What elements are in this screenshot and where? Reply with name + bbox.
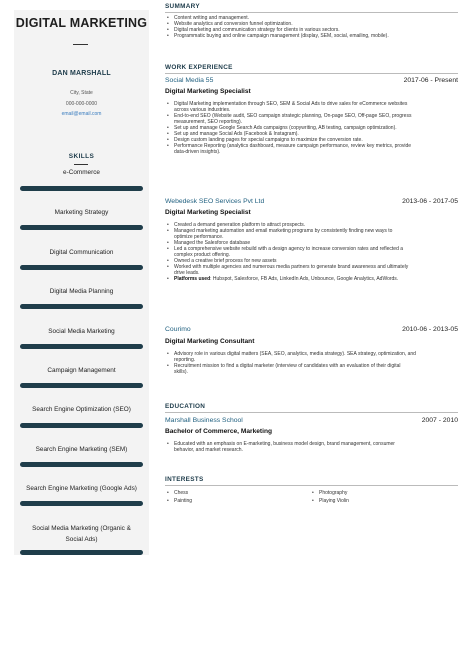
skill-item	[18, 445, 145, 454]
list-item: • Programmatic buying and online campaign management (display, SEM, social, emailing, mobile).	[165, 33, 458, 39]
skill-item	[18, 405, 145, 414]
list-item: • Worked with multiple agencies and numerous media partners to generate brand awareness and ultimately	[165, 264, 458, 270]
skill-label: Social Media Marketing	[48, 328, 115, 335]
summary-list	[165, 15, 458, 39]
summary-heading: SUMMARY	[165, 3, 200, 10]
job-role: Digital Marketing Consultant	[165, 338, 255, 345]
skill-label: Social Media Marketing (Organic &	[32, 525, 131, 532]
list-item: • Performance Reporting (analytics dashboard, measure campaign performance, review key metrics, provide	[165, 143, 458, 149]
list-item: • Advisory role in various digital matters (SEA, SEO, analytics, media strategy). SEA strategy, optimization, and	[165, 351, 458, 357]
sidebar	[14, 10, 149, 555]
list-item: • Set up and manage Google Search Ads campaigns (copywriting, AB testing, campaign optimization).	[165, 125, 458, 131]
list-item	[165, 276, 458, 282]
resume-title: DIGITAL MARKETING	[15, 16, 148, 30]
interests-heading: INTERESTS	[165, 476, 204, 483]
list-item-continuation: optimize performance.	[174, 234, 224, 240]
school-name: Marshall Business School	[165, 417, 243, 424]
skill-item	[18, 287, 145, 296]
platforms-value: : Hubspot, Salesforce, FB Ads, LinkedIn Ads, Unbounce, Google Analytics, AdWords.	[210, 276, 399, 282]
skill-label: Marketing Strategy	[54, 209, 109, 216]
list-item-continuation: reporting.	[174, 357, 196, 363]
skill-level-bar	[20, 265, 143, 270]
list-item-continuation: measurement, SEO reporting).	[174, 119, 243, 125]
skill-level-bar	[20, 383, 143, 388]
job-company: Social Media 55	[165, 77, 214, 84]
section-divider	[165, 485, 458, 486]
list-item: • Managed the Salesforce database	[165, 240, 458, 246]
education-bullets	[165, 441, 458, 453]
education-heading: EDUCATION	[165, 403, 206, 410]
email-link[interactable]: email@email.com	[61, 111, 102, 117]
skill-item	[18, 327, 145, 336]
section-divider	[165, 73, 458, 74]
list-item: • Owned a creative brief process for new assets	[165, 258, 458, 264]
job-company: Webedesk SEO Services Pvt Ltd	[165, 198, 265, 205]
skills-heading: SKILLS	[68, 153, 95, 160]
skill-label: Digital Media Planning	[49, 288, 114, 295]
job-role: Digital Marketing Specialist	[165, 88, 251, 95]
skill-level-bar	[20, 225, 143, 230]
list-item: • Led a comprehensive website rebuild with a design agency to increase conversion rates and reflected a	[165, 246, 458, 252]
job-dates: 2010-06 - 2013-05	[402, 326, 458, 333]
skill-level-bar	[20, 501, 143, 506]
interests-col-1	[165, 489, 305, 505]
list-item: • Design custom landing pages for special campaigns to maximize the conversion rate.	[165, 137, 458, 143]
phone-text: 000-000-0000	[65, 101, 98, 107]
skill-item	[18, 524, 145, 544]
job-company: Courimo	[165, 326, 191, 333]
interests-col-2	[310, 489, 450, 505]
skill-label: Digital Communication	[49, 249, 114, 256]
list-item: • Recruitment mission to find a digital marketer (interview of candidates with an evaluation of their digital	[165, 363, 458, 369]
interest-item: • Photography	[310, 489, 450, 497]
skill-level-bar	[20, 344, 143, 349]
skill-label: e-Commerce	[63, 169, 100, 176]
list-item: • Digital marketing and communication strategy for clients in various sectors.	[165, 27, 458, 33]
skills-divider	[74, 164, 88, 165]
job-bullets	[165, 222, 458, 282]
skill-level-bar	[20, 462, 143, 467]
job-dates: 2017-06 - Present	[403, 77, 458, 84]
list-item-continuation: across various industries.	[174, 107, 231, 113]
list-item: • Content writing and management.	[165, 15, 458, 21]
degree-title: Bachelor of Commerce, Marketing	[165, 428, 272, 435]
list-item-continuation: data-driven insights).	[174, 149, 221, 155]
list-item: • Created a demand generation platform to attract prospects.	[165, 222, 458, 228]
skill-item	[18, 208, 145, 217]
skill-label: Campaign Management	[47, 367, 116, 374]
job-bullets	[165, 101, 458, 155]
list-item: • Set up and manage Social Ads (Facebook & Instagram).	[165, 131, 458, 137]
skill-label: Social Ads)	[65, 536, 98, 543]
skill-level-bar	[20, 186, 143, 191]
job-dates: 2013-06 - 2017-05	[402, 198, 458, 205]
skill-item	[18, 168, 145, 177]
experience-heading: WORK EXPERIENCE	[165, 64, 233, 71]
skill-level-bar	[20, 304, 143, 309]
section-divider	[165, 412, 458, 413]
list-item-continuation: behavior, and market research.	[174, 447, 243, 453]
skill-item	[18, 484, 145, 493]
skill-label: Search Engine Marketing (SEM)	[35, 446, 128, 453]
platforms-label: Platforms used	[174, 276, 211, 282]
candidate-name: DAN MARSHALL	[52, 70, 111, 77]
list-item: • Managed marketing automation and email marketing programs by consistently finding new ways to	[165, 228, 458, 234]
list-item-continuation: complex product offering.	[174, 252, 231, 258]
interest-item: • Playing Violin	[310, 497, 450, 505]
skill-item	[18, 248, 145, 257]
list-item: • Educated with an emphasis on E-marketing, business model design, brand management, consumer	[165, 441, 458, 447]
interest-item: • Painting	[165, 497, 305, 505]
education-dates: 2007 - 2010	[421, 417, 458, 424]
location-text: City, State	[70, 90, 93, 96]
list-item: • Digital Marketing implementation through SEO, SEM & Social Ads to drive sales for eCommerce websites	[165, 101, 458, 107]
skill-label: Search Engine Optimization (SEO)	[32, 406, 131, 413]
list-item: • End-to-end SEO (Website audit, SEO campaign strategic planning, On-page SEO, Off-page SEO, progress	[165, 113, 458, 119]
interest-item: • Chess	[165, 489, 305, 497]
job-bullets	[165, 351, 458, 375]
title-divider	[73, 44, 88, 45]
skill-item	[18, 366, 145, 375]
skill-level-bar	[20, 550, 143, 555]
list-item: • Website analytics and conversion funnel optimization.	[165, 21, 458, 27]
list-item-continuation: skills).	[174, 369, 188, 375]
list-item-continuation: drive leads.	[174, 270, 200, 276]
skill-label: Search Engine Marketing (Google Ads)	[26, 485, 137, 492]
skill-level-bar	[20, 423, 143, 428]
section-divider	[165, 12, 458, 13]
job-role: Digital Marketing Specialist	[165, 209, 251, 216]
